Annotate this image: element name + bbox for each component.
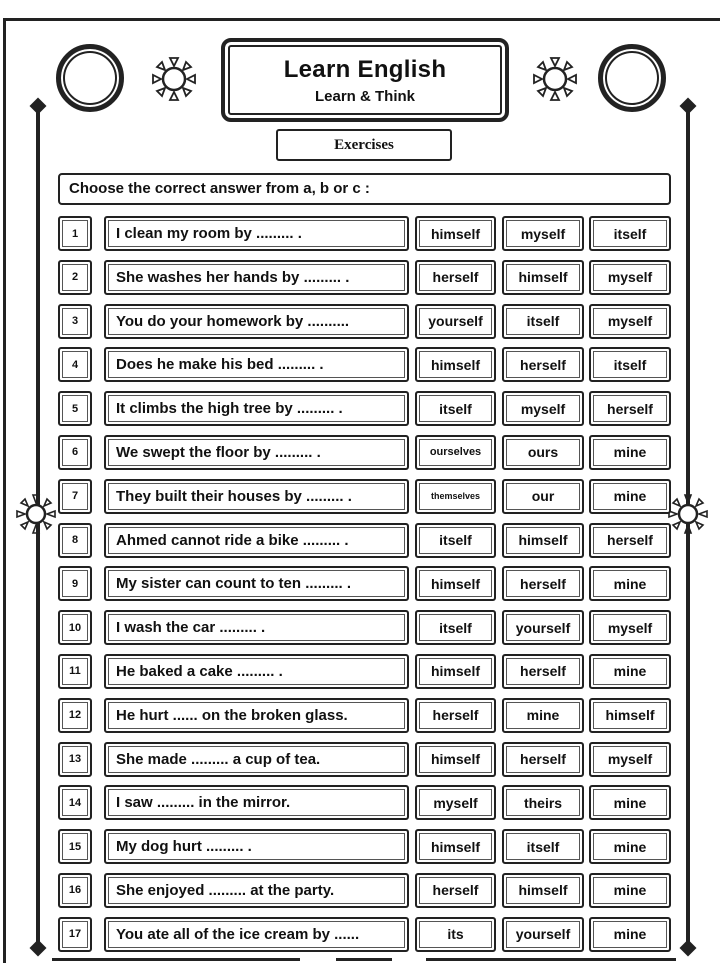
answer-option-a[interactable]: himself [415, 216, 496, 251]
sun-icon [529, 53, 581, 105]
answer-option-b[interactable]: herself [502, 654, 584, 689]
answer-option-c[interactable]: mine [589, 479, 671, 514]
answer-option-b[interactable]: yourself [502, 917, 584, 952]
answer-option-c[interactable]: mine [589, 566, 671, 601]
question-text: I saw ......... in the mirror. [104, 785, 409, 820]
question-text: She made ......... a cup of tea. [104, 742, 409, 777]
answer-option-b[interactable]: mine [502, 698, 584, 733]
question-number: 1 [58, 216, 92, 251]
question-number: 10 [58, 610, 92, 645]
answer-option-c[interactable]: herself [589, 523, 671, 558]
instruction: Choose the correct answer from a, b or c : [58, 173, 671, 205]
answer-option-c[interactable]: myself [589, 304, 671, 339]
question-row [58, 785, 673, 820]
answer-option-c[interactable]: mine [589, 917, 671, 952]
question-row [58, 216, 673, 251]
answer-option-b[interactable]: myself [502, 216, 584, 251]
question-number: 11 [58, 654, 92, 689]
answer-option-c[interactable]: himself [589, 698, 671, 733]
question-text: My sister can count to ten ......... . [104, 566, 409, 601]
question-number: 16 [58, 873, 92, 908]
section-label: Exercises [276, 129, 452, 161]
question-text: She enjoyed ......... at the party. [104, 873, 409, 908]
question-number: 4 [58, 347, 92, 382]
answer-option-a[interactable]: himself [415, 829, 496, 864]
question-text: We swept the floor by ......... . [104, 435, 409, 470]
sun-icon [148, 53, 200, 105]
question-text: He hurt ...... on the broken glass. [104, 698, 409, 733]
question-row [58, 829, 673, 864]
answer-option-a[interactable]: itself [415, 610, 496, 645]
question-text: My dog hurt ......... . [104, 829, 409, 864]
question-row [58, 391, 673, 426]
answer-option-a[interactable]: herself [415, 698, 496, 733]
page-subtitle: Learn & Think [314, 88, 415, 105]
ring-icon [56, 44, 124, 112]
answer-option-c[interactable]: myself [589, 742, 671, 777]
question-list [58, 216, 673, 961]
question-text: I wash the car ......... . [104, 610, 409, 645]
question-text: I clean my room by ......... . [104, 216, 409, 251]
answer-option-a[interactable]: himself [415, 742, 496, 777]
question-number: 14 [58, 785, 92, 820]
answer-option-b[interactable]: herself [502, 347, 584, 382]
question-number: 12 [58, 698, 92, 733]
answer-option-b[interactable]: himself [502, 873, 584, 908]
answer-option-a[interactable]: yourself [415, 304, 496, 339]
ring-icon [598, 44, 666, 112]
sun-icon [12, 490, 60, 538]
answer-option-c[interactable]: mine [589, 829, 671, 864]
answer-option-b[interactable]: himself [502, 260, 584, 295]
answer-option-b[interactable]: our [502, 479, 584, 514]
answer-option-a[interactable]: himself [415, 347, 496, 382]
answer-option-b[interactable]: himself [502, 523, 584, 558]
answer-option-c[interactable]: itself [589, 347, 671, 382]
answer-option-a[interactable]: itself [415, 523, 496, 558]
question-number: 7 [58, 479, 92, 514]
answer-option-b[interactable]: itself [502, 304, 584, 339]
answer-option-a[interactable]: himself [415, 566, 496, 601]
answer-option-c[interactable]: mine [589, 435, 671, 470]
question-row [58, 742, 673, 777]
question-text: He baked a cake ......... . [104, 654, 409, 689]
question-number: 5 [58, 391, 92, 426]
question-row [58, 435, 673, 470]
answer-option-a[interactable]: ourselves [415, 435, 496, 470]
question-text: You do your homework by .......... [104, 304, 409, 339]
question-number: 13 [58, 742, 92, 777]
question-row [58, 654, 673, 689]
question-text: It climbs the high tree by ......... . [104, 391, 409, 426]
question-row [58, 260, 673, 295]
answer-option-b[interactable]: herself [502, 742, 584, 777]
answer-option-a[interactable]: myself [415, 785, 496, 820]
question-row [58, 347, 673, 382]
answer-option-b[interactable]: yourself [502, 610, 584, 645]
answer-option-b[interactable]: herself [502, 566, 584, 601]
answer-option-c[interactable]: myself [589, 610, 671, 645]
answer-option-c[interactable]: herself [589, 391, 671, 426]
question-row [58, 523, 673, 558]
question-number: 17 [58, 917, 92, 952]
question-row [58, 698, 673, 733]
answer-option-a[interactable]: himself [415, 654, 496, 689]
bottom-rule [426, 958, 676, 961]
answer-option-c[interactable]: mine [589, 873, 671, 908]
question-text: They built their houses by ......... . [104, 479, 409, 514]
question-number: 2 [58, 260, 92, 295]
answer-option-a[interactable]: herself [415, 260, 496, 295]
question-row [58, 479, 673, 514]
question-number: 3 [58, 304, 92, 339]
answer-option-a[interactable]: themselves [415, 479, 496, 514]
answer-option-c[interactable]: mine [589, 654, 671, 689]
question-text: Does he make his bed ......... . [104, 347, 409, 382]
answer-option-b[interactable]: itself [502, 829, 584, 864]
question-number: 9 [58, 566, 92, 601]
answer-option-b[interactable]: ours [502, 435, 584, 470]
answer-option-a[interactable]: itself [415, 391, 496, 426]
answer-option-a[interactable]: herself [415, 873, 496, 908]
answer-option-c[interactable]: mine [589, 785, 671, 820]
answer-option-c[interactable]: myself [589, 260, 671, 295]
question-text: You ate all of the ice cream by ...... [104, 917, 409, 952]
question-number: 6 [58, 435, 92, 470]
answer-option-c[interactable]: itself [589, 216, 671, 251]
question-number: 15 [58, 829, 92, 864]
answer-option-b[interactable]: myself [502, 391, 584, 426]
question-number: 8 [58, 523, 92, 558]
question-text: She washes her hands by ......... . [104, 260, 409, 295]
question-row [58, 304, 673, 339]
page-title: Learn English [283, 56, 447, 83]
answer-option-b[interactable]: theirs [502, 785, 584, 820]
question-row [58, 873, 673, 908]
bottom-rule [336, 958, 392, 961]
question-row [58, 610, 673, 645]
title-box [221, 38, 509, 122]
question-row [58, 566, 673, 601]
question-row [58, 917, 673, 952]
bottom-rule [52, 958, 300, 961]
answer-option-a[interactable]: its [415, 917, 496, 952]
question-text: Ahmed cannot ride a bike ......... . [104, 523, 409, 558]
